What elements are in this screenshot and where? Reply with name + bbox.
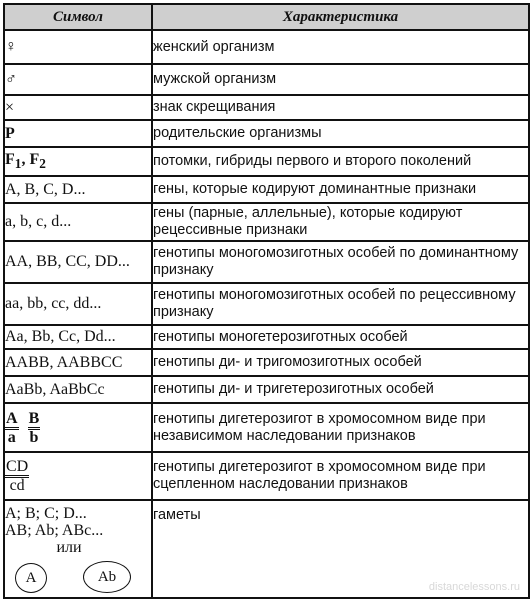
gametes-line-2: AB; Ab; ABc... [5, 522, 104, 539]
parent-symbol: P [4, 120, 152, 147]
table-row [4, 64, 529, 95]
f-subscript-2: 2 [39, 156, 46, 172]
di-tri-homozygous-symbol: AABB, AABBCC [4, 349, 152, 376]
symbols-table [3, 3, 530, 599]
table-row [4, 376, 529, 403]
di-tri-heterozygous-symbol: AaBb, AaBbCc [4, 376, 152, 403]
row-description: генотипы ди- и тригомозиготных особей [152, 349, 529, 376]
row-description: мужской организм [152, 64, 529, 95]
row-description: знак скрещивания [152, 95, 529, 120]
offspring-symbol [4, 147, 152, 176]
table-row [4, 325, 529, 349]
f-letter: F [5, 150, 15, 168]
table-row [4, 120, 529, 147]
heterozygous-symbol: Aa, Bb, Cc, Dd... [4, 325, 152, 349]
row-description: гены (парные, аллельные), которые кодируют рецессивные признаки [152, 203, 529, 241]
or-label: или [56, 539, 82, 556]
f-subscript-1: 1 [14, 156, 22, 172]
table-row [4, 176, 529, 203]
row-description: гены, которые кодируют доминантные признаки [152, 176, 529, 203]
table-row [4, 95, 529, 120]
fraction-b: $\frac{B}{b}$ [28, 409, 40, 446]
independent-chromosome-symbol [4, 403, 152, 452]
fraction-a: $\frac{A}{a}$ [6, 409, 18, 446]
cross-symbol: × [4, 95, 152, 120]
row-description: генотипы моногомозиготных особей по доминантному признаку [152, 241, 529, 283]
recessive-genes-symbol: a, b, c, d... [4, 203, 152, 241]
table-row [4, 203, 529, 241]
table-row [4, 349, 529, 376]
header-characteristic: Характеристика [152, 4, 529, 30]
table-row [4, 241, 529, 283]
row-description: генотипы дигетерозигот в хромосомном виде при сцепленном наследовании признаков [152, 452, 529, 500]
gamete-circles [5, 557, 151, 597]
watermark: distancelessons.ru [428, 581, 520, 593]
row-description: женский организм [152, 30, 529, 64]
gamete-circle-ab: Ab [83, 561, 131, 593]
table-row [4, 452, 529, 500]
row-description: генотипы дигетерозигот в хромосомном виде при независимом наследовании признаков [152, 403, 529, 452]
row-description: потомки, гибриды первого и второго поколений [152, 147, 529, 176]
gametes-symbol [4, 500, 152, 598]
row-description: родительские организмы [152, 120, 529, 147]
homozygous-recessive-symbol: aa, bb, cc, dd... [4, 283, 152, 325]
header-symbol: Символ [4, 4, 152, 30]
dominant-genes-symbol: A, B, C, D... [4, 176, 152, 203]
row-description: генотипы моногомозиготных особей по рецессивному признаку [152, 283, 529, 325]
homozygous-dominant-symbol: AA, BB, CC, DD... [4, 241, 152, 283]
fraction-cd: $\frac{CD}{cd}$ [6, 457, 29, 494]
genetics-symbols-table [3, 3, 528, 597]
table-header-row [4, 4, 529, 30]
row-description: гаметы [152, 500, 529, 598]
male-symbol: ♂ [4, 64, 152, 95]
table-row [4, 30, 529, 64]
table-row [4, 283, 529, 325]
gametes-line-1: A; B; C; D... [5, 505, 87, 522]
table-row [4, 147, 529, 176]
female-symbol: ♀ [4, 30, 152, 64]
linked-chromosome-symbol [4, 452, 152, 500]
row-description: генотипы моногетерозиготных особей [152, 325, 529, 349]
gamete-circle-a: A [15, 563, 47, 593]
f-separator: , F [21, 150, 40, 168]
row-description: генотипы ди- и тригетерозиготных особей [152, 376, 529, 403]
table-row [4, 403, 529, 452]
